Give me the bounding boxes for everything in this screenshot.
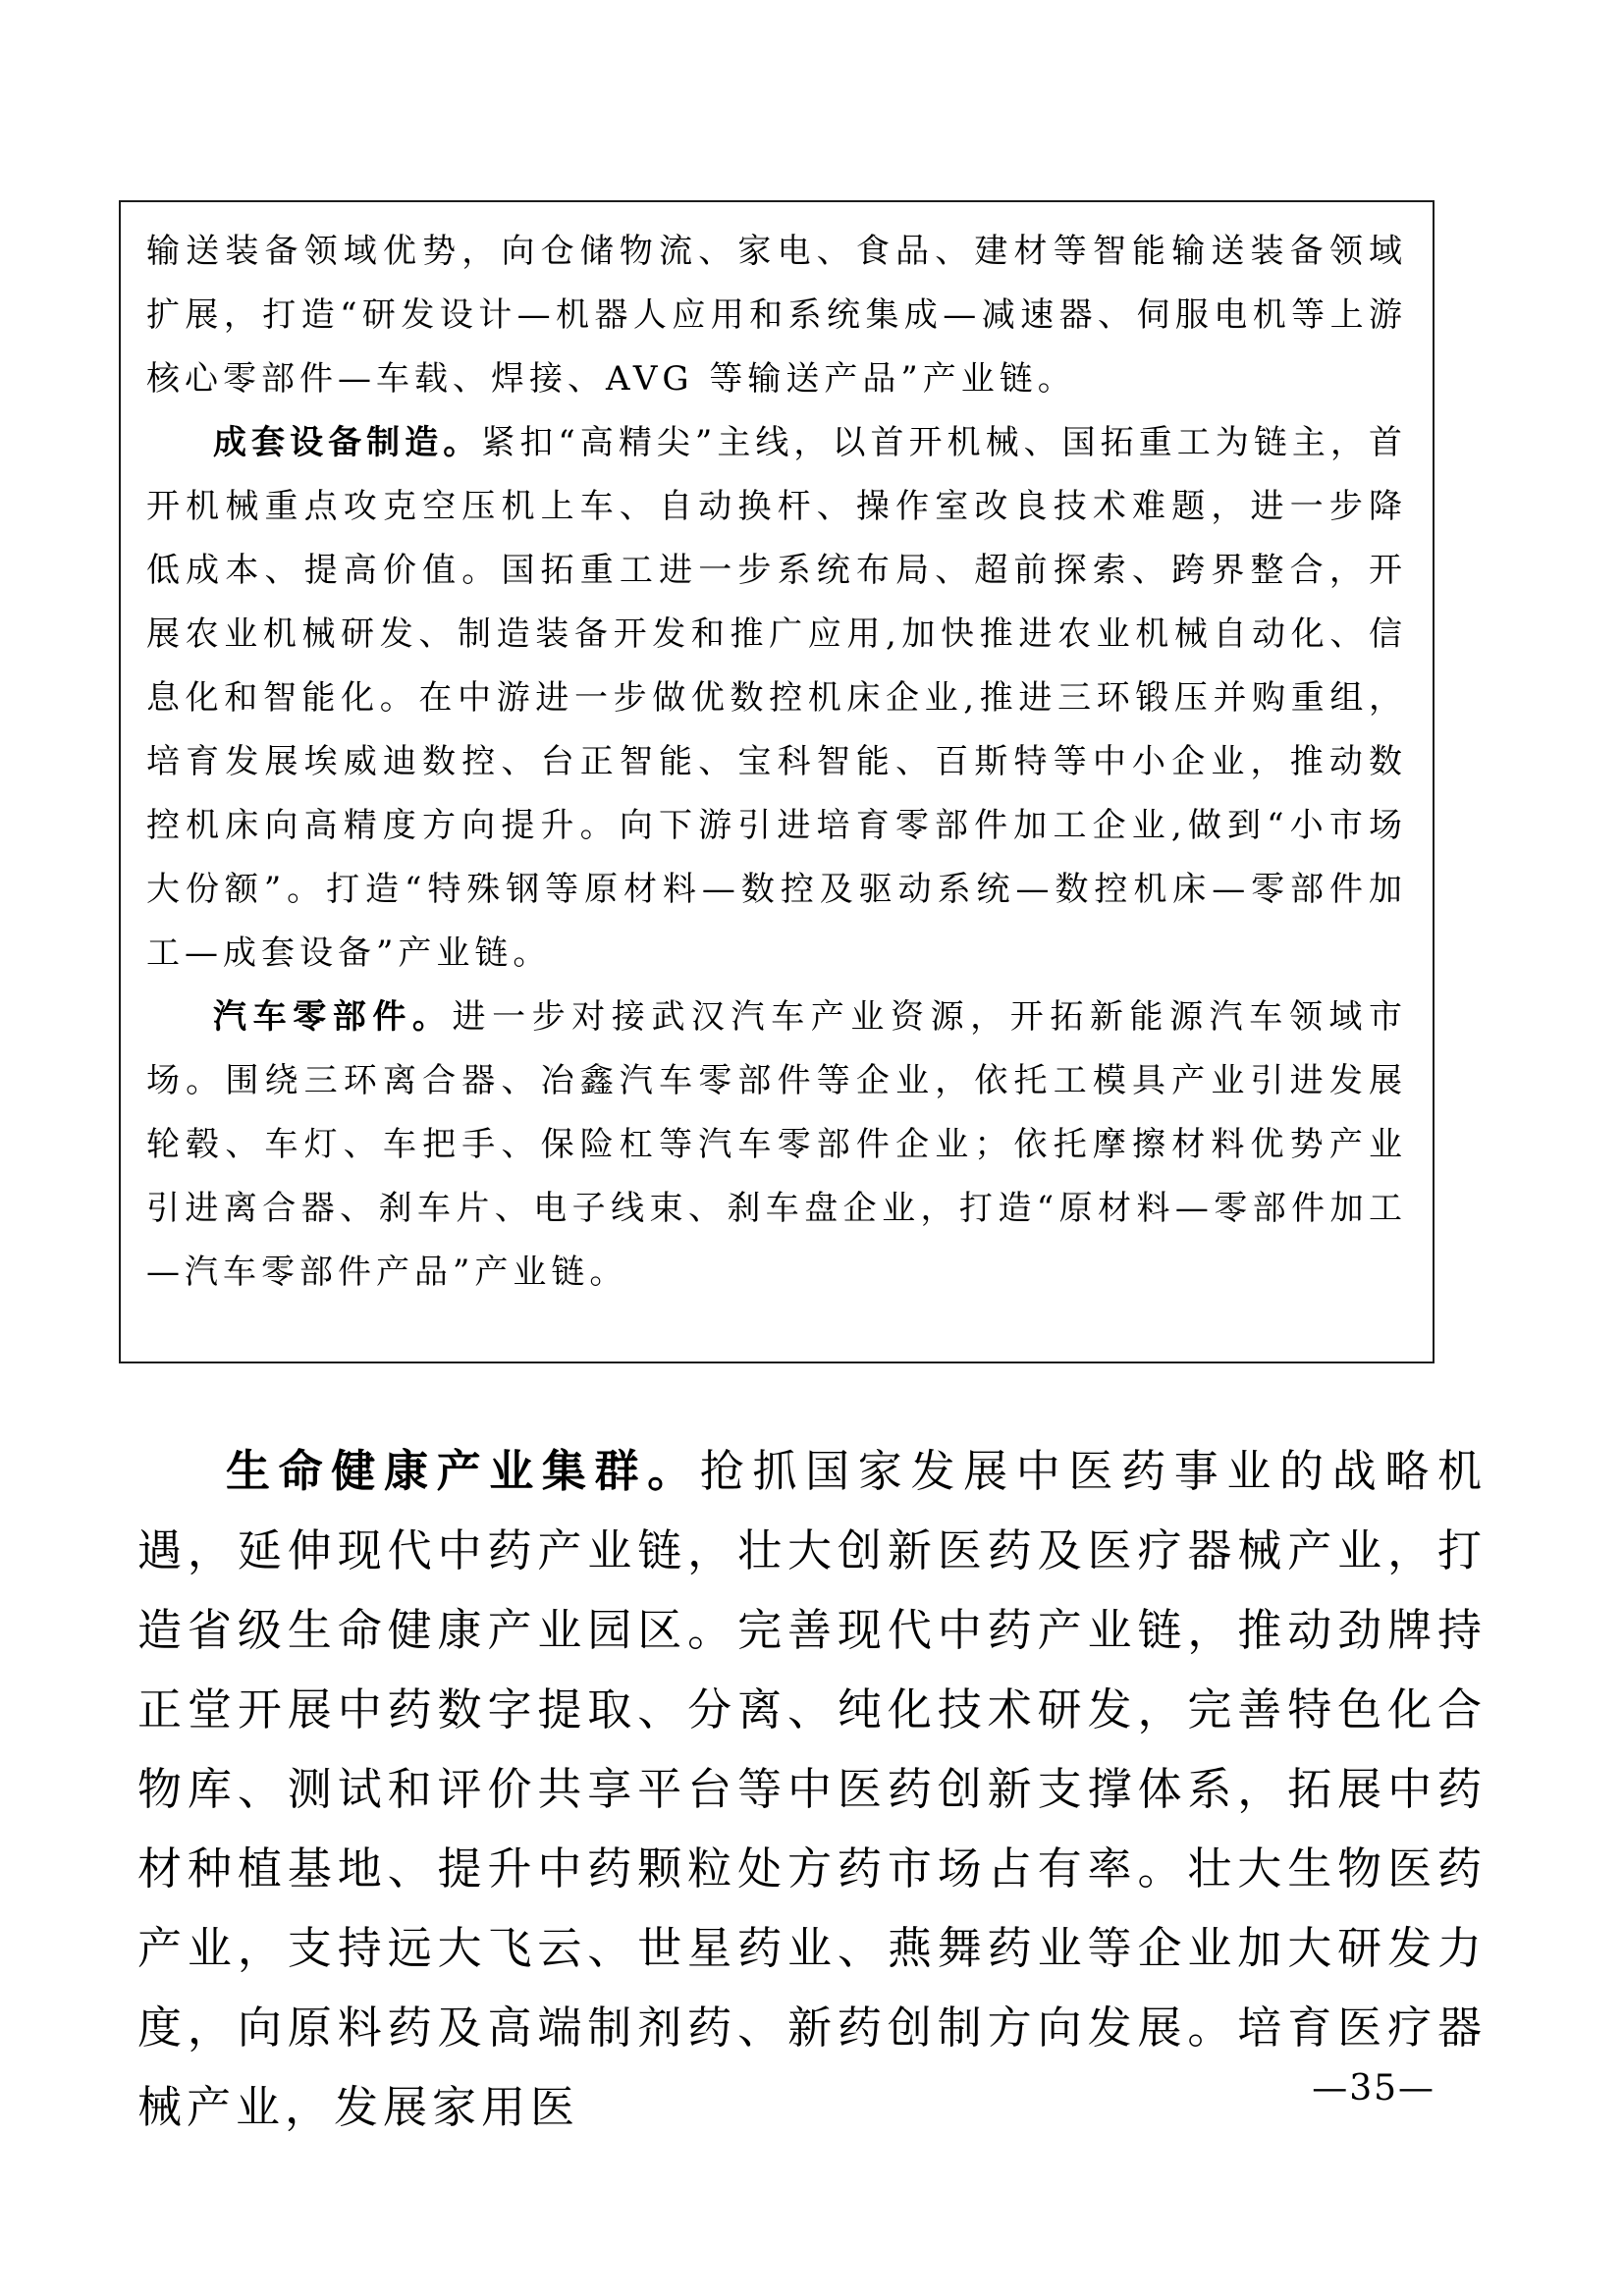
page-number: —35— bbox=[1312, 2068, 1435, 2109]
paragraph-text: 输送装备领域优势，向仓储物流、家电、食品、建材等智能输送装备领域扩展，打造“研发设计—机器人应用和系统集成—减速器、伺服电机等上游核心零部件—车载、焊接、AVG 等输送产品”产业链。 bbox=[146, 232, 1407, 399]
paragraph-lead: 汽车零部件。 bbox=[213, 997, 453, 1037]
paragraph-text: 紧扣“高精尖”主线，以首开机械、国拓重工为链主，首开机械重点攻克空压机上车、自动换杆、操作室改良技术难题，进一步降低成本、提高价值。国拓重工进一步系统布局、超前探索、跨界整合，开展农业机械研发、制造装备开发和推广应用,加快推进农业机械自动化、信息化和智能化。在中游进一步做优数控机床企业,推进三环锻压并购重组，培育发展埃威迪数控、台正智能、宝科智能、百斯特等中小企业，推动数控机床向高精度方向提升。向下游引进培育零部件加工企业,做到“小市场大份额”。打造“特殊钢等原材料—数控及驱动系统—数控机床—零部件加工—成套设备”产业链。 bbox=[146, 423, 1407, 973]
main-text-block bbox=[137, 1431, 1487, 2147]
paragraph-text: 进一步对接武汉汽车产业资源，开拓新能源汽车领域市场。围绕三环离合器、冶鑫汽车零部件等企业，依托工模具产业引进发展轮毂、车灯、车把手、保险杠等汽车零部件企业；依托摩擦材料优势产业引进离合器、刹车片、电子线束、刹车盘企业，打造“原材料—零部件加工—汽车零部件产品”产业链。 bbox=[146, 997, 1408, 1292]
industry-chain-bordered-box bbox=[119, 200, 1435, 1363]
paragraph-complete-equipment bbox=[146, 411, 1407, 986]
paragraph-life-health-cluster bbox=[137, 1431, 1487, 2147]
paragraph-lead: 成套设备制造。 bbox=[213, 423, 482, 462]
paragraph-transport-equipment bbox=[146, 220, 1407, 411]
paragraph-lead: 生命健康产业集群。 bbox=[226, 1445, 700, 1497]
paragraph-auto-parts bbox=[146, 986, 1407, 1305]
paragraph-text: 抢抓国家发展中医药事业的战略机遇，延伸现代中药产业链，壮大创新医药及医疗器械产业，打造省级生命健康产业园区。完善现代中药产业链，推动劲牌持正堂开展中药数字提取、分离、纯化技术研发，完善特色化合物库、测试和评价共享平台等中医药创新支撑体系，拓展中药材种植基地、提升中药颗粒处方药市场占有率。壮大生物医药产业，支持远大飞云、世星药业、燕舞药业等企业加大研发力度，向原料药及高端制剂药、新药创制方向发展。培育医疗器械产业，发展家用医 bbox=[137, 1445, 1487, 2133]
